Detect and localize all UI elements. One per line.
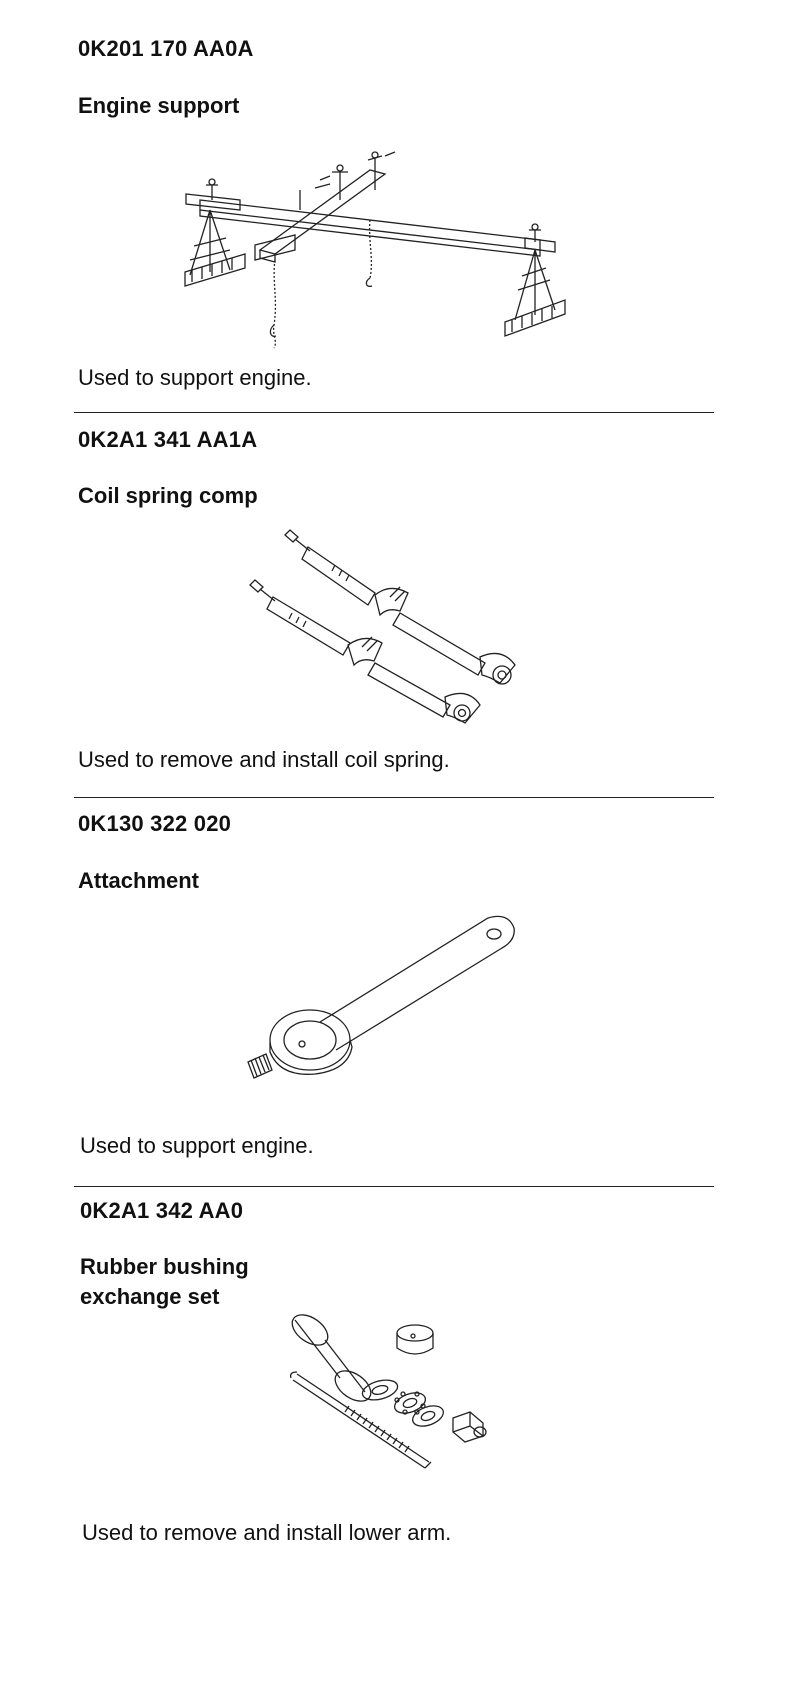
tool-name: Engine support: [78, 93, 240, 118]
tool-name: Attachment: [78, 868, 200, 893]
part-number: 0K201 170 AA0A: [78, 36, 254, 61]
tool-name: [80, 1252, 249, 1312]
tool-description: Used to support engine.: [80, 1133, 314, 1158]
section-divider: [74, 1186, 714, 1187]
section-divider: [74, 797, 714, 798]
attachment-wrench-illustration: [240, 912, 530, 1092]
tool-name-line: exchange set: [80, 1284, 220, 1309]
part-number: 0K2A1 342 AA0: [80, 1198, 244, 1223]
rubber-bushing-set-illustration: [285, 1308, 500, 1483]
tool-name-line: Rubber bushing: [80, 1254, 249, 1279]
section-divider: [74, 412, 714, 413]
tool-description: Used to support engine.: [78, 365, 312, 390]
tool-name: Coil spring comp: [78, 483, 258, 508]
part-number: 0K130 322 020: [78, 811, 232, 836]
engine-support-illustration: [180, 150, 560, 350]
coil-spring-compressor-illustration: [240, 525, 540, 730]
part-number: 0K2A1 341 AA1A: [78, 427, 258, 452]
tool-description: Used to remove and install lower arm.: [82, 1520, 452, 1545]
tool-description: Used to remove and install coil spring.: [78, 747, 450, 772]
